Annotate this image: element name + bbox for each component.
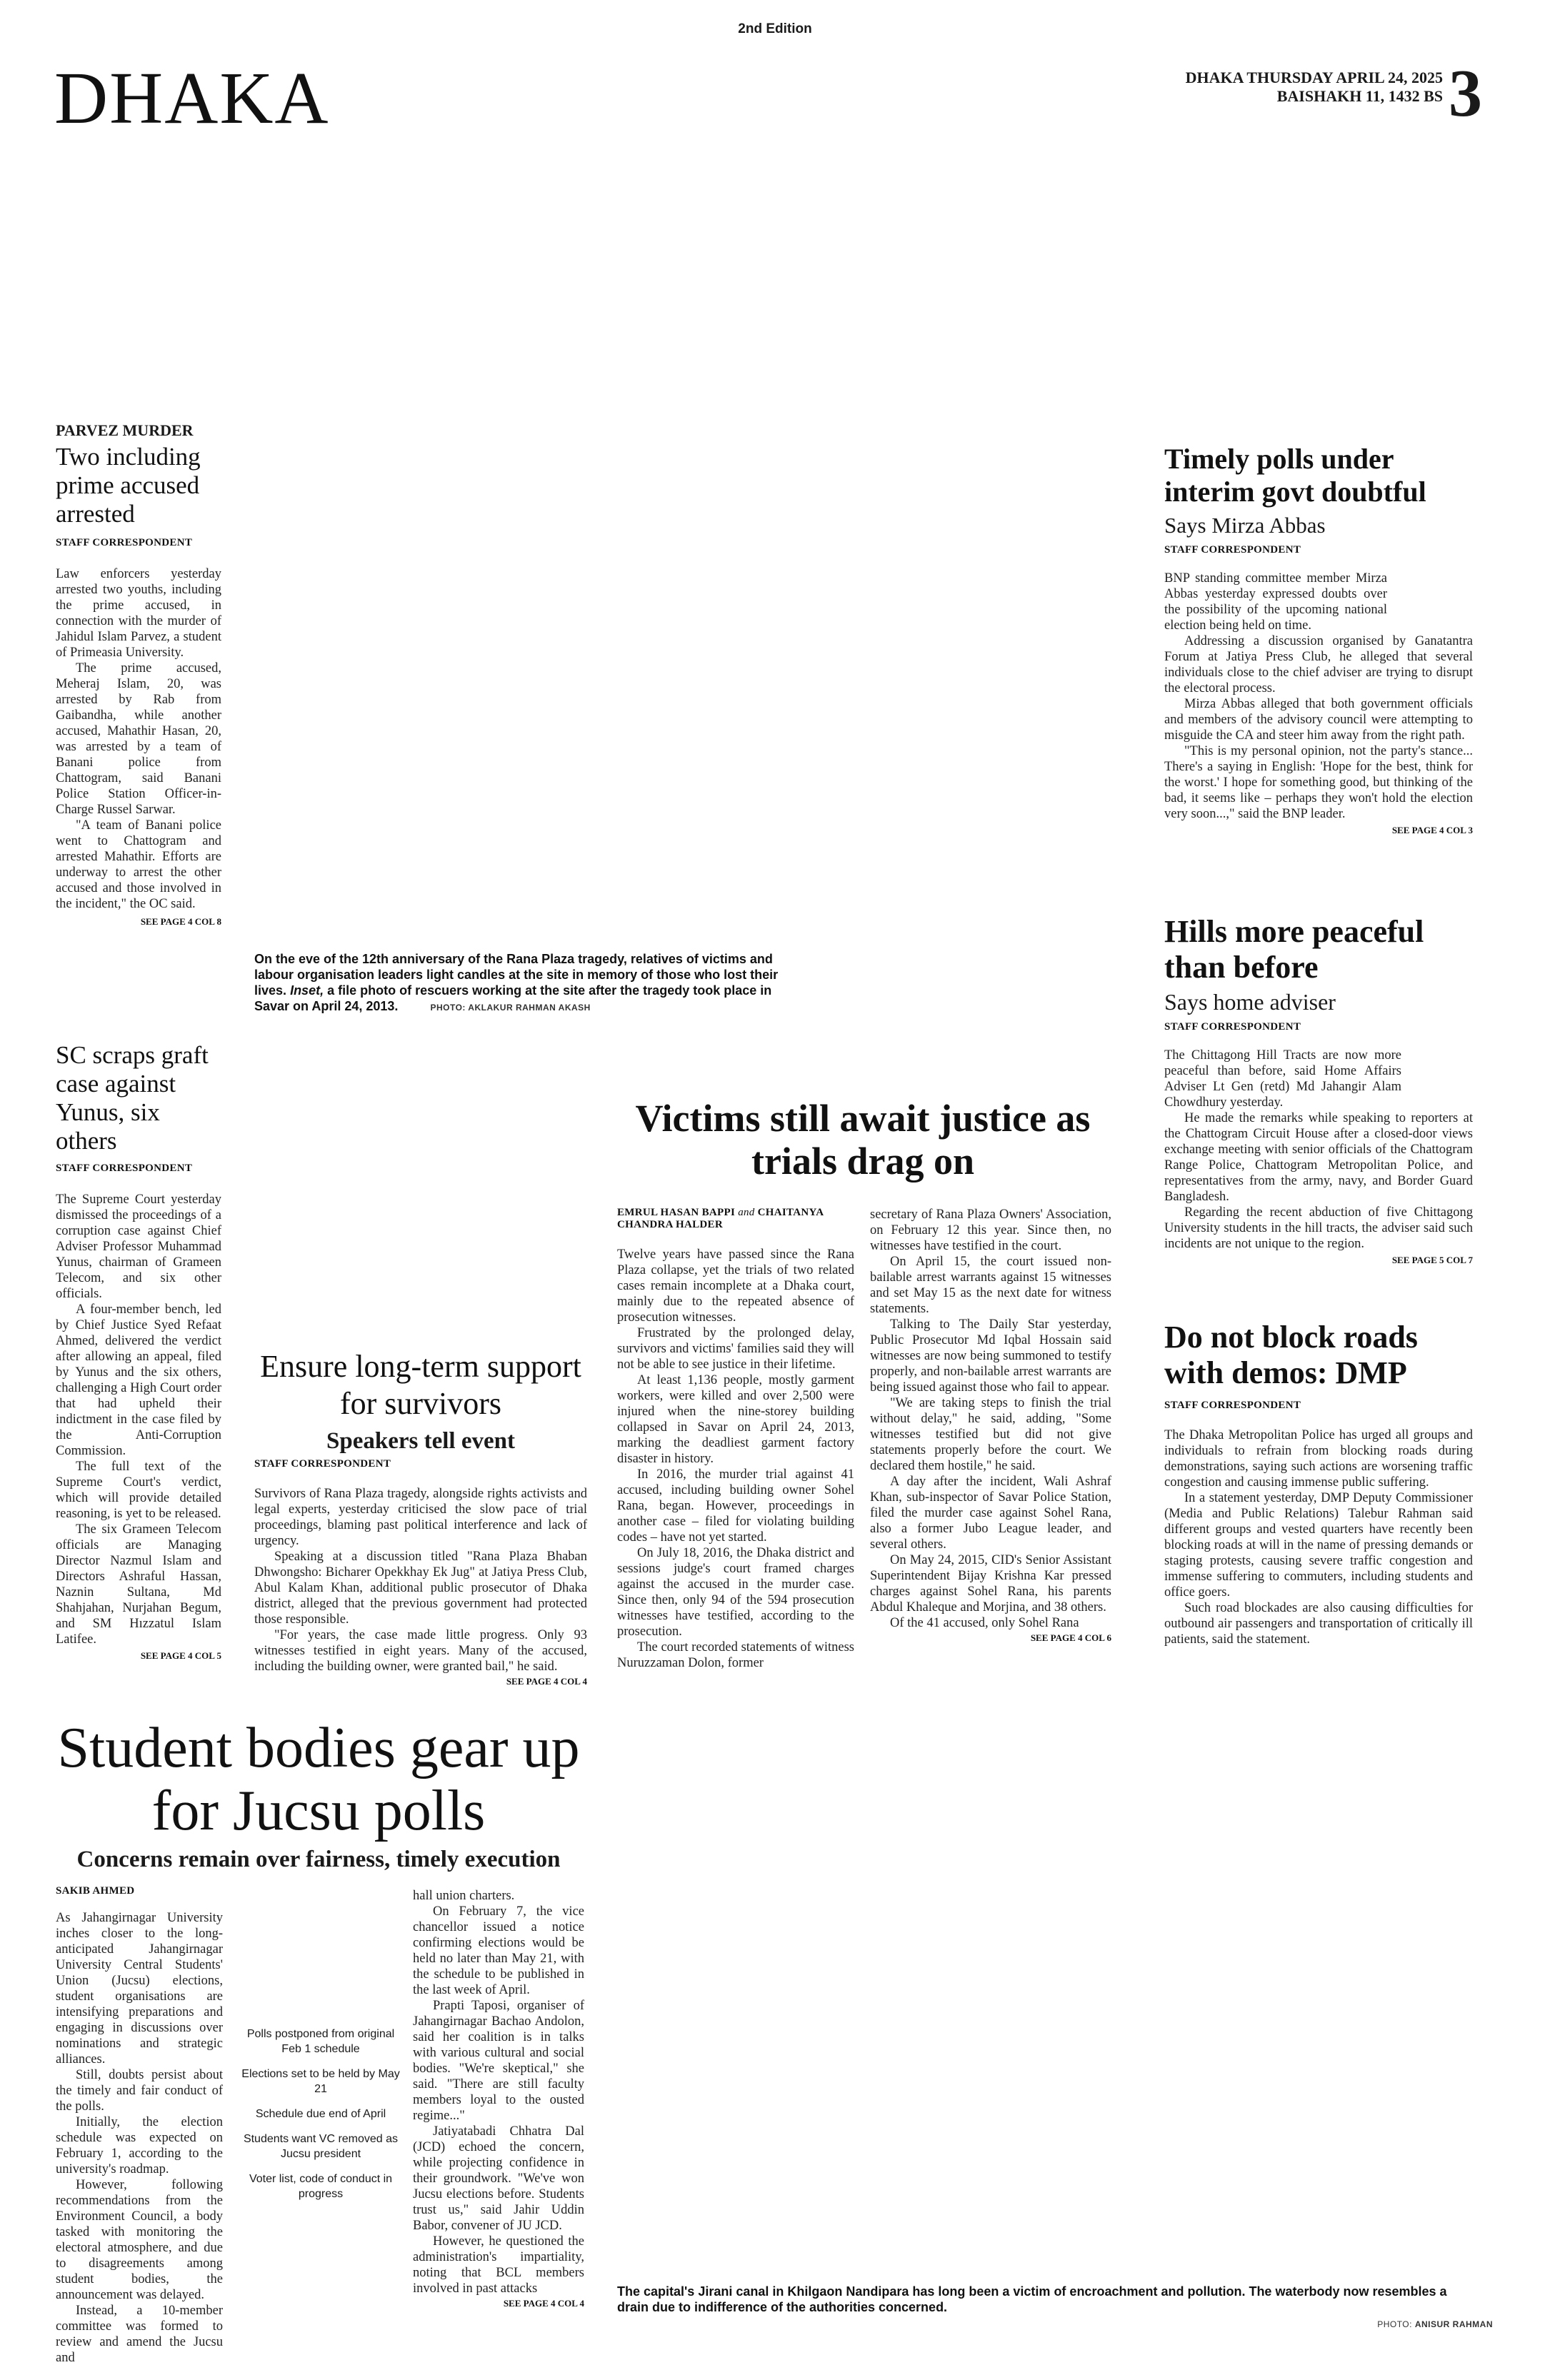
jucsu-timeline	[241, 2027, 400, 2201]
paragraph: "A team of Banani police went to Chattogram and arrested Mahathir. Efforts are underway to arrest the other accused and those involved in the incident," the OC said.	[56, 818, 221, 911]
rana-photo-caption	[254, 951, 783, 1015]
support-story	[254, 1348, 587, 1687]
timeline-item: Schedule due end of April	[255, 2108, 386, 2120]
dmp-story	[1164, 1320, 1473, 1647]
see-page-link[interactable]: SEE PAGE 4 COL 8	[140, 916, 221, 927]
jucsu-col-1	[56, 1885, 223, 2366]
paragraph: Law enforcers yesterday arrested two youths, including the prime accused, in connection with the murder of Jahidul Islam Parvez, a student of Primeasia University.	[56, 567, 221, 660]
paragraph: The Dhaka Metropolitan Police has urged all groups and individuals to refrain from blocking roads during demonstrations, saying such actions are worsening traffic congestion and causing immense public suffering.	[1164, 1428, 1473, 1490]
jucsu-col-2	[413, 1888, 584, 2309]
story-headline: Timely polls under interim govt doubtful	[1164, 443, 1426, 508]
story-body	[56, 1192, 221, 1647]
story-byline: STAFF CORRESPONDENT	[56, 1163, 193, 1174]
victims-col-1	[617, 1207, 854, 1671]
paragraph: Regarding the recent abduction of five Chittagong University students in the hill tracts, the adviser said such incidents are not unique to the region.	[1164, 1205, 1473, 1251]
photo-credit: PHOTO: AKLAKUR RAHMAN AKASH	[430, 1003, 591, 1013]
photo-credit: PHOTO: ANISUR RAHMAN	[1377, 2319, 1493, 2329]
victims-headline: Victims still await justice as trials drag on	[635, 1097, 1091, 1183]
story-byline: STAFF CORRESPONDENT	[1164, 1400, 1301, 1411]
paragraph: In a statement yesterday, DMP Deputy Commissioner (Media and Public Relations) Talebur Rahman said different groups and vested quarters have recently been blocking roads at will in the name of pressing demands or staging protests, causing severe traffic congestion and immense suffering to commuters, including students and office goers.	[1164, 1491, 1473, 1600]
story-byline: STAFF CORRESPONDENT	[1164, 544, 1301, 556]
see-page-link[interactable]: SEE PAGE 4 COL 4	[506, 1676, 587, 1687]
story-byline: EMRUL HASAN BAPPI and CHAITANYA CHANDRA HALDER	[617, 1207, 824, 1230]
timeline-item: Polls postponed from original Feb 1 schedule	[246, 2028, 395, 2055]
paragraph: Such road blockades are also causing difficulties for outbound air passengers and transportation of critically ill patients, said the statement.	[1164, 1601, 1473, 1647]
story-headline: Hills more peaceful than before	[1164, 914, 1424, 985]
see-page-link[interactable]: SEE PAGE 4 COL 5	[140, 1650, 221, 1661]
paragraph: The Chittagong Hill Tracts are now more peaceful than before, said Home Affairs Adviser Lt Gen (retd) Md Jahangir Alam Chowdhury yesterday.	[1164, 1048, 1401, 1110]
bangla-date-line: BAISHAKH 11, 1432 BS	[1276, 87, 1443, 105]
paragraph: A four-member bench, led by Chief Justice Syed Refaat Ahmed, delivered the verdict after allowing an appeal, filed by Yunus and the six others, challenging a High Court order that had upheld their indictment in the case filed by the Anti-Corruption Commission.	[56, 1302, 221, 1458]
paragraph: He made the remarks while speaking to reporters at the Chattogram Circuit House after a closed-door views exchange meeting with senior officials of the Chattogram Range Police, Chattogram Metropolitan Police, and representatives from the army, navy, and Border Guard Bangladesh.	[1164, 1111, 1473, 1204]
story-kicker: PARVEZ MURDER	[56, 421, 194, 439]
paragraph: On May 24, 2015, CID's Senior Assistant Superintendent Bijay Krishna Kar pressed charges against Sohel Rana, his parents Abdul Khaleque and Morjina, and 38 others.	[870, 1553, 1111, 1615]
caption-inset-label: Inset,	[290, 983, 324, 998]
edition-label: 2nd Edition	[738, 21, 812, 36]
paragraph: Jatiyatabadi Chhatra Dal (JCD) echoed the concern, while projecting confidence in their groundwork. "We've won Jucsu elections before. Students trust us," said Jahir Uddin Babor, convener of JU JCD.	[413, 2124, 584, 2233]
victims-col-2	[870, 1207, 1111, 1644]
caption-text: a file photo of rescuers working at the site after the tragedy took place in Savar on April 24, 2013.	[254, 983, 772, 1013]
story-body	[254, 1486, 587, 1674]
paragraph: hall union charters.	[413, 1889, 515, 1903]
paragraph: secretary of Rana Plaza Owners' Association, on February 12 this year. Since then, no witnesses have testified in the court.	[870, 1207, 1111, 1253]
paragraph: Frustrated by the prolonged delay, survivors and victims' families said they will not be able to see justice in their lifetime.	[617, 1326, 854, 1372]
caption-text: On the eve of the 12th anniversary of the Rana Plaza tragedy, relatives of victims and labour organisation leaders light candles at the site in memory of those who lost their lives.	[254, 952, 779, 998]
timeline-item: Voter list, code of conduct in progress	[249, 2173, 393, 2200]
paragraph: The six Grameen Telecom officials are Managing Director Nazmul Islam and Directors Ashraful Hassan, Naznin Sultana, Md Shahjahan, Nurjahan Begum, and SM Hızzatul Islam Latifee.	[56, 1522, 221, 1647]
story-headline: Ensure long-term support for survivors	[260, 1349, 581, 1421]
paragraph: Instead, a 10-member committee was formed to review and amend the Jucsu and	[56, 2304, 223, 2365]
story-body	[1164, 1427, 1473, 1647]
see-page-link[interactable]: SEE PAGE 5 COL 7	[1391, 1255, 1473, 1265]
story-body	[56, 1910, 223, 2366]
story-body	[1164, 571, 1473, 822]
paragraph: Initially, the election schedule was expected on February 1, according to the university's roadmap.	[56, 2115, 223, 2176]
story-byline: STAFF CORRESPONDENT	[254, 1458, 391, 1470]
paragraph: The prime accused, Meheraj Islam, 20, was arrested by Rab from Gaibandha, while another accused, Mahathir Hasan, 20, was arrested by a team of Banani police from Chattogram, said Banani Police Station Officer-in-Charge Russel Sarwar.	[56, 661, 221, 817]
see-page-link[interactable]: SEE PAGE 4 COL 6	[1030, 1632, 1111, 1643]
paragraph: In 2016, the murder trial against 41 accused, including building owner Sohel Rana, began. However, proceedings in another case – filed for violating building codes – have not yet started.	[617, 1467, 854, 1545]
paragraph: Twelve years have passed since the Rana Plaza collapse, yet the trials of two related cases remain incomplete at a Dhaka court, mainly due to the repeated absence of prosecution witnesses.	[617, 1247, 854, 1325]
paragraph: BNP standing committee member Mirza Abbas yesterday expressed doubts over the possibility of the upcoming national election being held on time.	[1164, 571, 1387, 633]
paragraph: On July 18, 2016, the Dhaka district and sessions judge's court framed charges against the accused in the murder case. Since then, only 94 of the 594 prosecution witnesses have testified, according to the prosecution.	[617, 1546, 854, 1639]
paragraph: However, following recommendations from the Environment Council, a body tasked with monitoring the electoral atmosphere, and due to disagreements among student bodies, the announcement was delayed.	[56, 2178, 223, 2302]
paragraph: Still, doubts persist about the timely and fair conduct of the polls.	[56, 2068, 223, 2114]
page-number: 3	[1449, 56, 1482, 131]
date-line: DHAKA THURSDAY APRIL 24, 2025	[1185, 69, 1443, 86]
sc-story	[56, 1041, 221, 1662]
story-byline: SAKIB AHMED	[56, 1885, 135, 1897]
story-headline: Do not block roads with demos: DMP	[1164, 1320, 1418, 1390]
story-body	[1164, 1048, 1473, 1252]
timeline-item: Elections set to be held by May 21	[241, 2068, 400, 2095]
section-title: DHAKA	[54, 57, 330, 139]
paragraph: Talking to The Daily Star yesterday, Public Prosecutor Md Iqbal Hossain said witnesses are now being summoned to testify properly, and non-bailable arrest warrants are being issued against those who fail to appear.	[870, 1317, 1111, 1395]
paragraph: A day after the incident, Wali Ashraf Khan, sub-inspector of Savar Police Station, filed the murder case against Sohel Rana, also a former Jubo League leader, and several others.	[870, 1475, 1111, 1552]
paragraph: Speaking at a discussion titled "Rana Plaza Bhaban Dhwongsho: Bicharer Opekkhay Ek Jug" at Jatiya Press Club, Abul Kalam Khan, additional public prosecutor of Dhaka district, alleged that the previous government had protected those responsible.	[254, 1550, 587, 1627]
paragraph: However, he questioned the administration's impartiality, noting that BCL members involved in past attacks	[413, 2234, 584, 2296]
timeline-item: Students want VC removed as Jucsu president	[243, 2133, 399, 2160]
parvez-story	[56, 421, 221, 928]
paragraph: The Supreme Court yesterday dismissed the proceedings of a corruption case against Chief Adviser Professor Muhammad Yunus, chairman of Grameen Telecom, and six other officials.	[56, 1192, 221, 1301]
story-byline: STAFF CORRESPONDENT	[56, 537, 193, 548]
canal-photo-caption: The capital's Jirani canal in Khilgaon Nandipara has long been a victim of encroachment and pollution. The waterbody now resembles a drain due to indifference of the authorities concerned.	[617, 2284, 1447, 2314]
paragraph: "This is my personal opinion, not the party's stance... There's a saying in English: 'Hope for the best, think for the worst.' I hope for something good, but thinking of the bad, it seems like – perhaps they won't hold the election very soon...," said the BNP leader.	[1164, 744, 1473, 821]
paragraph: Survivors of Rana Plaza tragedy, alongside rights activists and legal experts, yesterday criticised the slow pace of trial proceedings, blaming past political interference and lack of urgency.	[254, 1487, 587, 1548]
paragraph: "We are taking steps to finish the trial without delay," he said, adding, "Some witnesses testified but did not give statements properly before the court. We declared them hostile," he said.	[870, 1396, 1111, 1473]
paragraph: On April 15, the court issued non-bailable arrest warrants against 15 witnesses and set May 15 as the next date for witness statements.	[870, 1255, 1111, 1316]
story-body	[56, 566, 221, 912]
story-body	[870, 1207, 1111, 1631]
paragraph: On February 7, the vice chancellor issued a notice confirming elections would be held no later than May 21, with the schedule to be published in the last week of April.	[413, 1904, 584, 1997]
story-subhead: Speakers tell event	[326, 1428, 515, 1454]
paragraph: Mirza Abbas alleged that both government officials and members of the advisory council were attempting to misguide the CA and steer him away from the right path.	[1164, 697, 1473, 743]
see-page-link[interactable]: SEE PAGE 4 COL 4	[503, 2298, 584, 2309]
date-block	[1114, 69, 1443, 106]
jucsu-headline: Student bodies gear up for Jucsu polls	[57, 1717, 580, 1842]
hills-story	[1164, 914, 1473, 1266]
see-page-link[interactable]: SEE PAGE 4 COL 3	[1391, 825, 1473, 835]
paragraph: "For years, the case made little progress. Only 93 witnesses testified in eight years. Many of the accused, including the building owner, were granted bail," he said.	[254, 1628, 587, 1674]
paragraph: At least 1,136 people, mostly garment workers, were killed and over 2,500 were injured when the nine-storey building collapsed in Savar on April 24, 2013, marking the deadliest garment factory disaster in history.	[617, 1373, 854, 1466]
paragraph: The full text of the Supreme Court's verdict, which will provide detailed reasoning, is yet to be released.	[56, 1460, 221, 1521]
story-headline: SC scraps graft case against Yunus, six others	[56, 1041, 209, 1155]
story-byline: STAFF CORRESPONDENT	[1164, 1021, 1301, 1033]
story-headline: Two including prime accused arrested	[56, 443, 201, 528]
paragraph: Addressing a discussion organised by Ganatantra Forum at Jatiya Press Club, he alleged that several individuals close to the chief adviser are trying to disrupt the electoral process.	[1164, 634, 1473, 696]
story-body	[413, 1888, 584, 2296]
paragraph: Prapti Taposi, organiser of Jahangirnagar Bachao Andolon, said her coalition is in talks with various cultural and social bodies. "We're skeptical," she said. "There are still faculty members loyal to the ousted regime..."	[413, 1999, 584, 2123]
jucsu-subhead: Concerns remain over fairness, timely execution	[76, 1847, 561, 1872]
story-body	[617, 1247, 854, 1671]
story-subhead: Says home adviser	[1164, 989, 1336, 1015]
paragraph: As Jahangirnagar University inches closer to the long-anticipated Jahangirnagar University Central Students' Union (Jucsu) elections, student organisations are intensifying preparations and engaging in discussions over nominations and strategic alliances.	[56, 1911, 223, 2067]
polls-story	[1164, 443, 1473, 836]
paragraph: Of the 41 accused, only Sohel Rana	[890, 1616, 1079, 1630]
story-subhead: Says Mirza Abbas	[1164, 513, 1326, 538]
paragraph: The court recorded statements of witness Nuruzzaman Dolon, former	[617, 1640, 854, 1670]
